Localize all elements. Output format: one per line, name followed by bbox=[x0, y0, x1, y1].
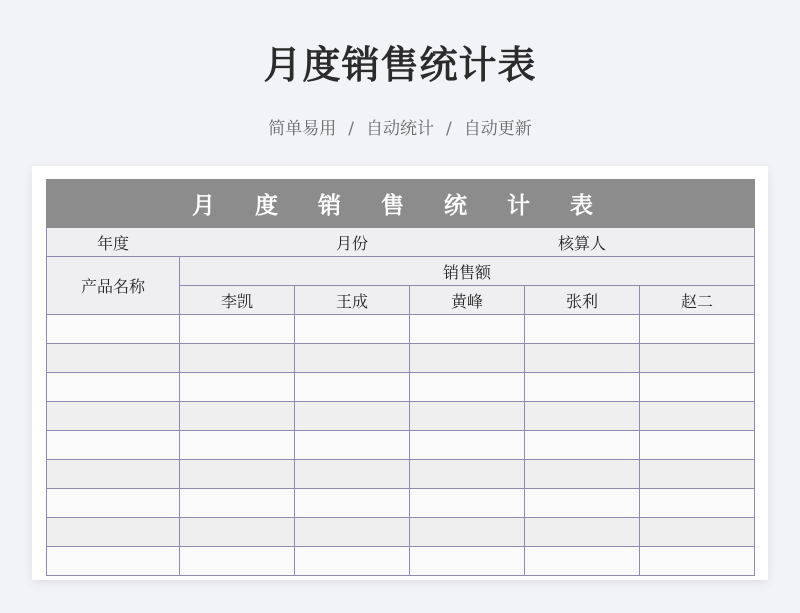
table-cell[interactable] bbox=[640, 344, 755, 373]
separator: / bbox=[446, 119, 452, 139]
table-cell[interactable] bbox=[410, 489, 525, 518]
table-cell[interactable] bbox=[525, 315, 640, 344]
table-cell[interactable] bbox=[410, 402, 525, 431]
table-cell[interactable] bbox=[295, 402, 410, 431]
table-cell[interactable] bbox=[47, 489, 180, 518]
table-cell[interactable] bbox=[47, 460, 180, 489]
table-cell[interactable] bbox=[640, 518, 755, 547]
table-row bbox=[47, 373, 755, 402]
feature-tags bbox=[0, 114, 800, 139]
table-cell[interactable] bbox=[410, 373, 525, 402]
table-row bbox=[47, 460, 755, 489]
table-cell[interactable] bbox=[180, 489, 295, 518]
table-cell[interactable] bbox=[640, 373, 755, 402]
table-cell[interactable] bbox=[640, 547, 755, 576]
table-cell[interactable] bbox=[525, 402, 640, 431]
table-cell[interactable] bbox=[525, 373, 640, 402]
month-label[interactable]: 月份 bbox=[295, 228, 410, 257]
separator: / bbox=[348, 119, 354, 139]
table-row bbox=[47, 402, 755, 431]
table-cell[interactable] bbox=[525, 489, 640, 518]
table-row bbox=[47, 315, 755, 344]
table-row bbox=[47, 489, 755, 518]
salesperson-header[interactable]: 赵二 bbox=[640, 286, 755, 315]
salesperson-header[interactable]: 王成 bbox=[295, 286, 410, 315]
accountant-value-cell[interactable] bbox=[640, 228, 755, 257]
table-cell[interactable] bbox=[410, 518, 525, 547]
table-cell[interactable] bbox=[640, 402, 755, 431]
table-cell[interactable] bbox=[180, 315, 295, 344]
table-cell[interactable] bbox=[410, 344, 525, 373]
salesperson-header[interactable]: 李凯 bbox=[180, 286, 295, 315]
year-label[interactable]: 年度 bbox=[47, 228, 180, 257]
table-cell[interactable] bbox=[47, 547, 180, 576]
table-row bbox=[47, 431, 755, 460]
table-cell[interactable] bbox=[47, 518, 180, 547]
tag-easy: 简单易用 bbox=[268, 119, 337, 139]
table-cell[interactable] bbox=[47, 373, 180, 402]
table-cell[interactable] bbox=[47, 344, 180, 373]
table-cell[interactable] bbox=[180, 460, 295, 489]
tag-auto-update: 自动更新 bbox=[463, 119, 532, 139]
table-cell[interactable] bbox=[640, 489, 755, 518]
table-cell[interactable] bbox=[410, 431, 525, 460]
table-row bbox=[47, 344, 755, 373]
table-cell[interactable] bbox=[295, 373, 410, 402]
table-cell[interactable] bbox=[295, 460, 410, 489]
table-cell[interactable] bbox=[180, 518, 295, 547]
year-value-cell[interactable] bbox=[180, 228, 295, 257]
table-cell[interactable] bbox=[525, 344, 640, 373]
table-cell[interactable] bbox=[640, 431, 755, 460]
table-row bbox=[47, 547, 755, 576]
table-cell[interactable] bbox=[640, 315, 755, 344]
tag-auto-stat: 自动统计 bbox=[366, 119, 434, 139]
table-cell[interactable] bbox=[295, 518, 410, 547]
table-row bbox=[47, 518, 755, 547]
table-cell[interactable] bbox=[295, 547, 410, 576]
table-cell[interactable] bbox=[525, 460, 640, 489]
table-cell[interactable] bbox=[295, 344, 410, 373]
sales-amount-header[interactable]: 销售额 bbox=[180, 257, 755, 286]
sales-table bbox=[46, 179, 755, 576]
table-cell[interactable] bbox=[47, 402, 180, 431]
table-cell[interactable] bbox=[180, 402, 295, 431]
table-cell[interactable] bbox=[525, 518, 640, 547]
salesperson-header[interactable]: 张利 bbox=[525, 286, 640, 315]
table-cell[interactable] bbox=[180, 431, 295, 460]
page-title: 月度销售统计表 bbox=[263, 43, 537, 87]
table-cell[interactable] bbox=[180, 547, 295, 576]
table-cell[interactable] bbox=[410, 315, 525, 344]
table-cell[interactable] bbox=[295, 431, 410, 460]
table-cell[interactable] bbox=[525, 547, 640, 576]
product-name-header[interactable]: 产品名称 bbox=[47, 257, 180, 315]
table-cell[interactable] bbox=[410, 460, 525, 489]
table-cell[interactable] bbox=[295, 489, 410, 518]
accountant-label[interactable]: 核算人 bbox=[525, 228, 640, 257]
table-cell[interactable] bbox=[180, 344, 295, 373]
spreadsheet-card bbox=[32, 166, 768, 580]
table-cell[interactable] bbox=[47, 431, 180, 460]
table-cell[interactable] bbox=[640, 460, 755, 489]
table-cell[interactable] bbox=[295, 315, 410, 344]
table-cell[interactable] bbox=[410, 547, 525, 576]
month-value-cell[interactable] bbox=[410, 228, 525, 257]
table-cell[interactable] bbox=[180, 373, 295, 402]
table-cell[interactable] bbox=[525, 431, 640, 460]
salesperson-header[interactable]: 黄峰 bbox=[410, 286, 525, 315]
table-cell[interactable] bbox=[47, 315, 180, 344]
sheet-title[interactable]: 月 度 销 售 统 计 表 bbox=[47, 180, 755, 228]
